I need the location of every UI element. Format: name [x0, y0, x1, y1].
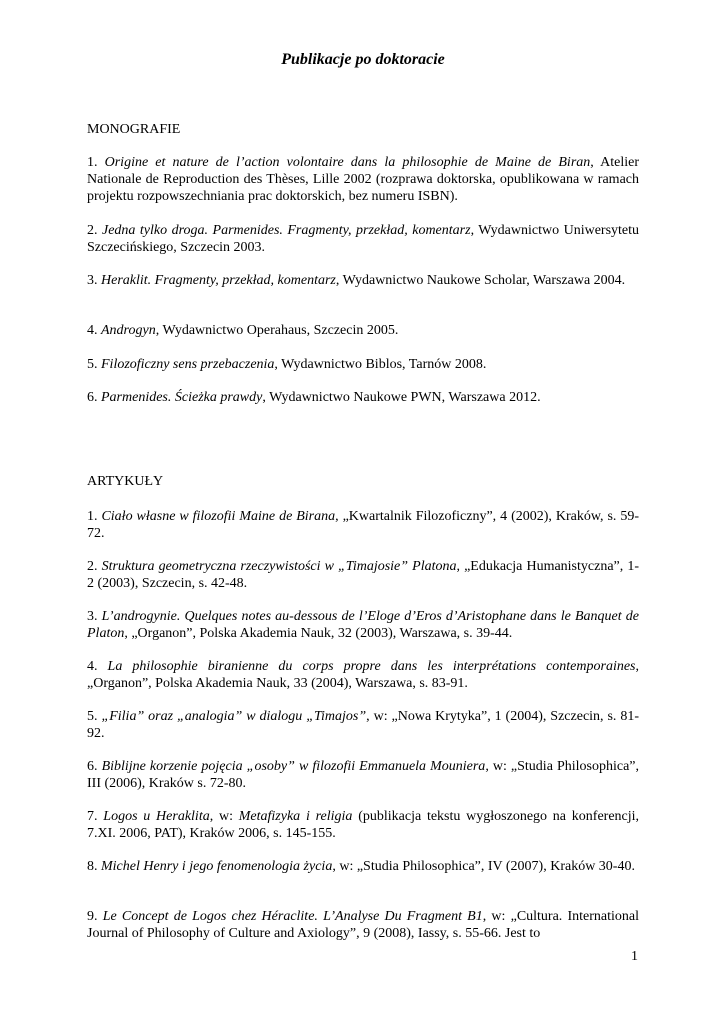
- entry-details: , „Organon”, Polska Akademia Nauk, 33 (2004), Warszawa, s. 83-91.: [87, 659, 640, 691]
- entry-details: , w: „Cultura. International Journal of Philosophy of Culture and Axiology”, 9 (2008), Iassy, s. 55-66. Jest to: [87, 909, 640, 941]
- entry-title: Origine et nature de l’action volontaire dans la philosophie de Maine de Biran: [104, 155, 591, 170]
- entry-source-title: Metafizyka i religia: [238, 809, 353, 824]
- entry-details: , w: „Nowa Krytyka”, 1 (2004), Szczecin, s. 81-92.: [87, 709, 640, 741]
- artykul-entry-3: [87, 608, 639, 642]
- artykul-entry-6: [87, 758, 639, 792]
- entry-details: , Wydawnictwo Biblos, Tarnów 2008.: [274, 357, 487, 372]
- entry-title: Filozoficzny sens przebaczenia: [101, 357, 275, 372]
- entry-title: Michel Henry i jego fenomenologia życia: [101, 859, 333, 874]
- artykul-entry-9: [87, 908, 639, 942]
- entry-number: 3.: [87, 273, 101, 288]
- entry-number: 5.: [87, 709, 102, 724]
- entry-number: 4.: [87, 659, 108, 674]
- entry-title: „Filia” oraz „analogia” w dialogu „Timajos”: [101, 709, 367, 724]
- artykul-entry-5: [87, 708, 639, 742]
- monografia-entry-3: [87, 272, 639, 289]
- monografia-entry-1: [87, 154, 639, 205]
- entry-number: 7.: [87, 809, 104, 824]
- entry-number: 2.: [87, 559, 102, 574]
- entry-number: 6.: [87, 390, 101, 405]
- entry-number: 1.: [87, 155, 105, 170]
- entry-details: , Wydawnictwo Naukowe PWN, Warszawa 2012.: [262, 390, 541, 405]
- entry-number: 2.: [87, 223, 102, 238]
- entry-connector: , w:: [209, 809, 239, 824]
- entry-number: 1.: [87, 509, 102, 524]
- entry-title: La philosophie biranienne du corps propre dans les interprétations contemporaines: [107, 659, 636, 674]
- entry-title: Jedna tylko droga. Parmenides. Fragmenty, przekład, komentarz: [102, 223, 471, 238]
- page-title: Publikacje po doktoracie: [281, 51, 445, 68]
- monografia-entry-5: [87, 356, 639, 373]
- entry-details: (publikacja tekstu wygłoszonego na konferencji, 7.XI. 2006, PAT), Kraków 2006, s. 145-155.: [87, 809, 640, 841]
- entry-details: , „Organon”, Polska Akademia Nauk, 32 (2003), Warszawa, s. 39-44.: [124, 626, 513, 641]
- monografia-entry-4: [87, 322, 639, 339]
- entry-number: 9.: [87, 909, 103, 924]
- entry-details: , w: „Studia Philosophica”, III (2006), Kraków s. 72-80.: [87, 759, 639, 791]
- entry-number: 4.: [87, 323, 101, 338]
- entry-title: Heraklit. Fragmenty, przekład, komentarz: [101, 273, 336, 288]
- entry-title: Le Concept de Logos chez Héraclite. L’Analyse Du Fragment B1: [102, 909, 483, 924]
- artykul-entry-8: [87, 858, 639, 875]
- entry-details: , „Kwartalnik Filozoficzny”, 4 (2002), Kraków, s. 59-72.: [87, 509, 640, 541]
- entry-title: Androgyn: [101, 323, 156, 338]
- entry-title: L’androgynie. Quelques notes au-dessous de l’Eloge d’Eros d’Aristophane dans le Banquet de Platon: [87, 609, 640, 641]
- entry-details: , „Edukacja Humanistyczna”, 1-2 (2003), Szczecin, s. 42-48.: [87, 559, 640, 591]
- page-number: 1: [631, 949, 638, 964]
- monografia-entry-2: [87, 222, 639, 256]
- entry-details: , Wydawnictwo Operahaus, Szczecin 2005.: [155, 323, 399, 338]
- entry-number: 5.: [87, 357, 101, 372]
- entry-title: Logos u Heraklita: [103, 809, 210, 824]
- entry-title: Parmenides. Ścieżka prawdy: [101, 390, 263, 405]
- section-heading-artykuly: ARTYKUŁY: [87, 474, 164, 489]
- monografia-entry-6: [87, 389, 639, 406]
- entry-details: , Wydawnictwo Uniwersytetu Szczecińskiego, Szczecin 2003.: [87, 223, 640, 255]
- section-heading-monografie: MONOGRAFIE: [87, 122, 181, 137]
- artykul-entry-1: [87, 508, 639, 542]
- entry-title: Struktura geometryczna rzeczywistości w „Timajosie” Platona: [101, 559, 457, 574]
- entry-number: 8.: [87, 859, 101, 874]
- artykul-entry-2: [87, 558, 639, 592]
- artykul-entry-4: [87, 658, 639, 692]
- entry-details: , Wydawnictwo Naukowe Scholar, Warszawa 2004.: [335, 273, 626, 288]
- entry-details: , w: „Studia Philosophica”, IV (2007), Kraków 30-40.: [332, 859, 635, 874]
- entry-number: 3.: [87, 609, 102, 624]
- entry-number: 6.: [87, 759, 102, 774]
- entry-title: Ciało własne w filozofii Maine de Birana: [101, 509, 336, 524]
- entry-title: Biblijne korzenie pojęcia „osoby” w filozofii Emmanuela Mouniera: [101, 759, 486, 774]
- artykul-entry-7: [87, 808, 639, 842]
- entry-details: , Atelier Nationale de Reproduction des Thèses, Lille 2002 (rozprawa doktorska, opublikowana w ramach projektu rozpowszechniania prac doktorskich, bez numeru ISBN).: [87, 155, 639, 204]
